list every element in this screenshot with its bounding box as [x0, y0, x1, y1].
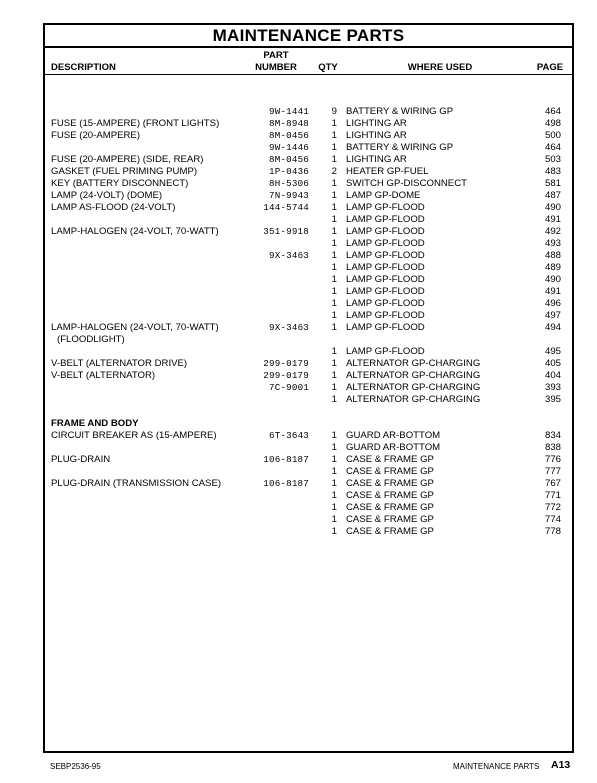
page-cell: 497	[544, 310, 561, 321]
part-number-cell: 1P-0436	[269, 166, 309, 177]
page-cell: 405	[544, 358, 561, 369]
qty-cell: 1	[331, 178, 337, 189]
page-cell: 838	[544, 442, 561, 453]
footer-section-name: MAINTENANCE PARTS	[453, 762, 540, 771]
qty-cell: 1	[331, 310, 337, 321]
table-row	[45, 454, 572, 466]
part-number-cell: 9X-3463	[269, 250, 309, 261]
footer-page-number: A13	[551, 759, 571, 771]
qty-cell: 1	[331, 478, 337, 489]
page-cell: 772	[544, 502, 561, 513]
where-used-cell: LIGHTING AR	[346, 118, 407, 129]
qty-cell: 1	[331, 394, 337, 405]
qty-cell: 1	[331, 214, 337, 225]
page-cell: 774	[544, 514, 561, 525]
where-used-cell: BATTERY & WIRING GP	[346, 142, 454, 153]
where-used-cell: LIGHTING AR	[346, 154, 407, 165]
table-row	[45, 238, 572, 250]
table-row	[45, 274, 572, 286]
table-row	[45, 502, 572, 514]
qty-cell: 1	[331, 274, 337, 285]
part-number-cell: 8H-5306	[269, 178, 309, 189]
qty-cell: 1	[331, 202, 337, 213]
column-header-part-line1: PART	[263, 50, 289, 61]
description-cell: LAMP-HALOGEN (24-VOLT, 70-WATT)	[51, 322, 219, 333]
qty-cell: 1	[331, 142, 337, 153]
column-header-part-line2: NUMBER	[255, 62, 297, 73]
qty-cell: 1	[331, 346, 337, 357]
column-header-qty: QTY	[318, 62, 338, 73]
page-cell: 393	[544, 382, 561, 393]
page-cell: 490	[544, 202, 561, 213]
where-used-cell: CASE & FRAME GP	[346, 502, 434, 513]
table-row	[45, 478, 572, 490]
qty-cell: 1	[331, 466, 337, 477]
table-row	[45, 190, 572, 202]
where-used-cell: LAMP GP-FLOOD	[346, 238, 425, 249]
qty-cell: 1	[331, 190, 337, 201]
where-used-cell: BATTERY & WIRING GP	[346, 106, 454, 117]
qty-cell: 1	[331, 322, 337, 333]
table-row	[45, 178, 572, 190]
table-row	[45, 262, 572, 274]
section-heading-row	[45, 418, 572, 430]
description-cell: FUSE (20-AMPERE) (SIDE, REAR)	[51, 154, 204, 165]
table-row	[45, 166, 572, 178]
header-rule	[45, 74, 572, 75]
where-used-cell: CASE & FRAME GP	[346, 466, 434, 477]
page-title: MAINTENANCE PARTS	[212, 26, 405, 45]
where-used-cell: HEATER GP-FUEL	[346, 166, 429, 177]
part-number-cell: 7N-9943	[269, 190, 309, 201]
where-used-cell: GUARD AR-BOTTOM	[346, 442, 441, 453]
table-row	[45, 442, 572, 454]
page-cell: 767	[544, 478, 561, 489]
page-cell: 777	[544, 466, 561, 477]
description-cell: V-BELT (ALTERNATOR)	[51, 370, 156, 381]
qty-cell: 1	[331, 526, 337, 537]
page-cell: 491	[544, 214, 561, 225]
page-cell: 395	[544, 394, 561, 405]
table-row	[45, 394, 572, 406]
page-cell: 483	[544, 166, 561, 177]
description-cell: V-BELT (ALTERNATOR DRIVE)	[51, 358, 188, 369]
description-cell: FRAME AND BODY	[51, 418, 139, 429]
qty-cell: 1	[331, 286, 337, 297]
page-cell: 776	[544, 454, 561, 465]
page-cell: 488	[544, 250, 561, 261]
where-used-cell: SWITCH GP-DISCONNECT	[346, 178, 467, 189]
qty-cell: 1	[331, 382, 337, 393]
where-used-cell: ALTERNATOR GP-CHARGING	[346, 394, 481, 405]
qty-cell: 1	[331, 226, 337, 237]
page-cell: 495	[544, 346, 561, 357]
where-used-cell: ALTERNATOR GP-CHARGING	[346, 370, 481, 381]
table-row	[45, 466, 572, 478]
table-row	[45, 322, 572, 334]
table-row	[45, 106, 572, 118]
description-cell: LAMP (24-VOLT) (DOME)	[51, 190, 163, 201]
part-number-cell: 6T-3643	[269, 430, 309, 441]
page-cell: 487	[544, 190, 561, 201]
qty-cell: 1	[331, 514, 337, 525]
description-cell: KEY (BATTERY DISCONNECT)	[51, 178, 189, 189]
table-row	[45, 154, 572, 166]
page-cell: 771	[544, 490, 561, 501]
page-cell: 778	[544, 526, 561, 537]
qty-cell: 1	[331, 118, 337, 129]
qty-cell: 9	[331, 106, 337, 117]
where-used-cell: LAMP GP-DOME	[346, 190, 421, 201]
qty-cell: 2	[331, 166, 337, 177]
page-cell: 494	[544, 322, 561, 333]
qty-cell: 1	[331, 238, 337, 249]
table-row	[45, 130, 572, 142]
part-number-cell: 9X-3463	[269, 322, 309, 333]
where-used-cell: CASE & FRAME GP	[346, 478, 434, 489]
description-cell: (FLOODLIGHT)	[57, 334, 125, 345]
part-number-cell: 299-0179	[263, 370, 309, 381]
part-number-cell: 106-8187	[263, 478, 309, 489]
qty-cell: 1	[331, 442, 337, 453]
where-used-cell: LAMP GP-FLOOD	[346, 346, 425, 357]
where-used-cell: LAMP GP-FLOOD	[346, 226, 425, 237]
part-number-cell: 351-9918	[263, 226, 309, 237]
table-row	[45, 382, 572, 394]
part-number-cell: 8M-8948	[269, 118, 309, 129]
page-cell: 503	[544, 154, 561, 165]
page-cell: 491	[544, 286, 561, 297]
qty-cell: 1	[331, 502, 337, 513]
description-cell: PLUG-DRAIN (TRANSMISSION CASE)	[51, 478, 222, 489]
table-row	[45, 406, 572, 418]
description-cell: PLUG-DRAIN	[51, 454, 111, 465]
page-cell: 404	[544, 370, 561, 381]
where-used-cell: LAMP GP-FLOOD	[346, 286, 425, 297]
table-row	[45, 286, 572, 298]
description-cell: GASKET (FUEL PRIMING PUMP)	[51, 166, 198, 177]
where-used-cell: LAMP GP-FLOOD	[346, 262, 425, 273]
page-cell: 834	[544, 430, 561, 441]
table-row	[45, 430, 572, 442]
part-number-cell: 9W-1441	[269, 106, 309, 117]
page-cell: 490	[544, 274, 561, 285]
table-row	[45, 526, 572, 538]
table-row	[45, 226, 572, 238]
column-header-where-used: WHERE USED	[407, 62, 473, 73]
where-used-cell: ALTERNATOR GP-CHARGING	[346, 382, 481, 393]
where-used-cell: CASE & FRAME GP	[346, 454, 434, 465]
part-number-cell: 7C-9001	[269, 382, 309, 393]
page-cell: 464	[544, 106, 561, 117]
where-used-cell: LAMP GP-FLOOD	[346, 214, 425, 225]
part-number-cell: 8M-0456	[269, 154, 309, 165]
page-frame	[43, 23, 574, 753]
table-row	[45, 370, 572, 382]
where-used-cell: LAMP GP-FLOOD	[346, 202, 425, 213]
table-row	[45, 214, 572, 226]
qty-cell: 1	[331, 298, 337, 309]
qty-cell: 1	[331, 430, 337, 441]
table-row	[45, 250, 572, 262]
qty-cell: 1	[331, 490, 337, 501]
footer-doc-number: SEBP2536-95	[50, 762, 101, 771]
where-used-cell: CASE & FRAME GP	[346, 514, 434, 525]
where-used-cell: LAMP GP-FLOOD	[346, 310, 425, 321]
where-used-cell: CASE & FRAME GP	[346, 490, 434, 501]
table-row	[45, 334, 572, 346]
table-row	[45, 514, 572, 526]
table-row	[45, 490, 572, 502]
part-number-cell: 8M-0456	[269, 130, 309, 141]
where-used-cell: LIGHTING AR	[346, 130, 407, 141]
page-cell: 493	[544, 238, 561, 249]
title-rule	[45, 46, 572, 48]
table-row	[45, 310, 572, 322]
table-row	[45, 142, 572, 154]
table-row	[45, 202, 572, 214]
part-number-cell: 106-8187	[263, 454, 309, 465]
page-cell: 464	[544, 142, 561, 153]
table-row	[45, 358, 572, 370]
where-used-cell: LAMP GP-FLOOD	[346, 250, 425, 261]
table-row	[45, 346, 572, 358]
part-number-cell: 299-0179	[263, 358, 309, 369]
where-used-cell: ALTERNATOR GP-CHARGING	[346, 358, 481, 369]
table-row	[45, 298, 572, 310]
where-used-cell: LAMP GP-FLOOD	[346, 298, 425, 309]
qty-cell: 1	[331, 250, 337, 261]
part-number-cell: 9W-1446	[269, 142, 309, 153]
qty-cell: 1	[331, 454, 337, 465]
qty-cell: 1	[331, 370, 337, 381]
page-cell: 581	[544, 178, 561, 189]
page-cell: 498	[544, 118, 561, 129]
page-cell: 492	[544, 226, 561, 237]
where-used-cell: GUARD AR-BOTTOM	[346, 430, 441, 441]
column-header-description: DESCRIPTION	[51, 62, 116, 73]
page-cell: 496	[544, 298, 561, 309]
page-cell: 489	[544, 262, 561, 273]
table-row	[45, 118, 572, 130]
page-cell: 500	[544, 130, 561, 141]
qty-cell: 1	[331, 262, 337, 273]
qty-cell: 1	[331, 358, 337, 369]
description-cell: CIRCUIT BREAKER AS (15-AMPERE)	[51, 430, 217, 441]
description-cell: LAMP-HALOGEN (24-VOLT, 70-WATT)	[51, 226, 219, 237]
description-cell: FUSE (15-AMPERE) (FRONT LIGHTS)	[51, 118, 220, 129]
description-cell: FUSE (20-AMPERE)	[51, 130, 141, 141]
where-used-cell: LAMP GP-FLOOD	[346, 274, 425, 285]
qty-cell: 1	[331, 154, 337, 165]
where-used-cell: CASE & FRAME GP	[346, 526, 434, 537]
where-used-cell: LAMP GP-FLOOD	[346, 322, 425, 333]
part-number-cell: 144-5744	[263, 202, 309, 213]
qty-cell: 1	[331, 130, 337, 141]
description-cell: LAMP AS-FLOOD (24-VOLT)	[51, 202, 176, 213]
column-header-page: PAGE	[536, 62, 564, 73]
